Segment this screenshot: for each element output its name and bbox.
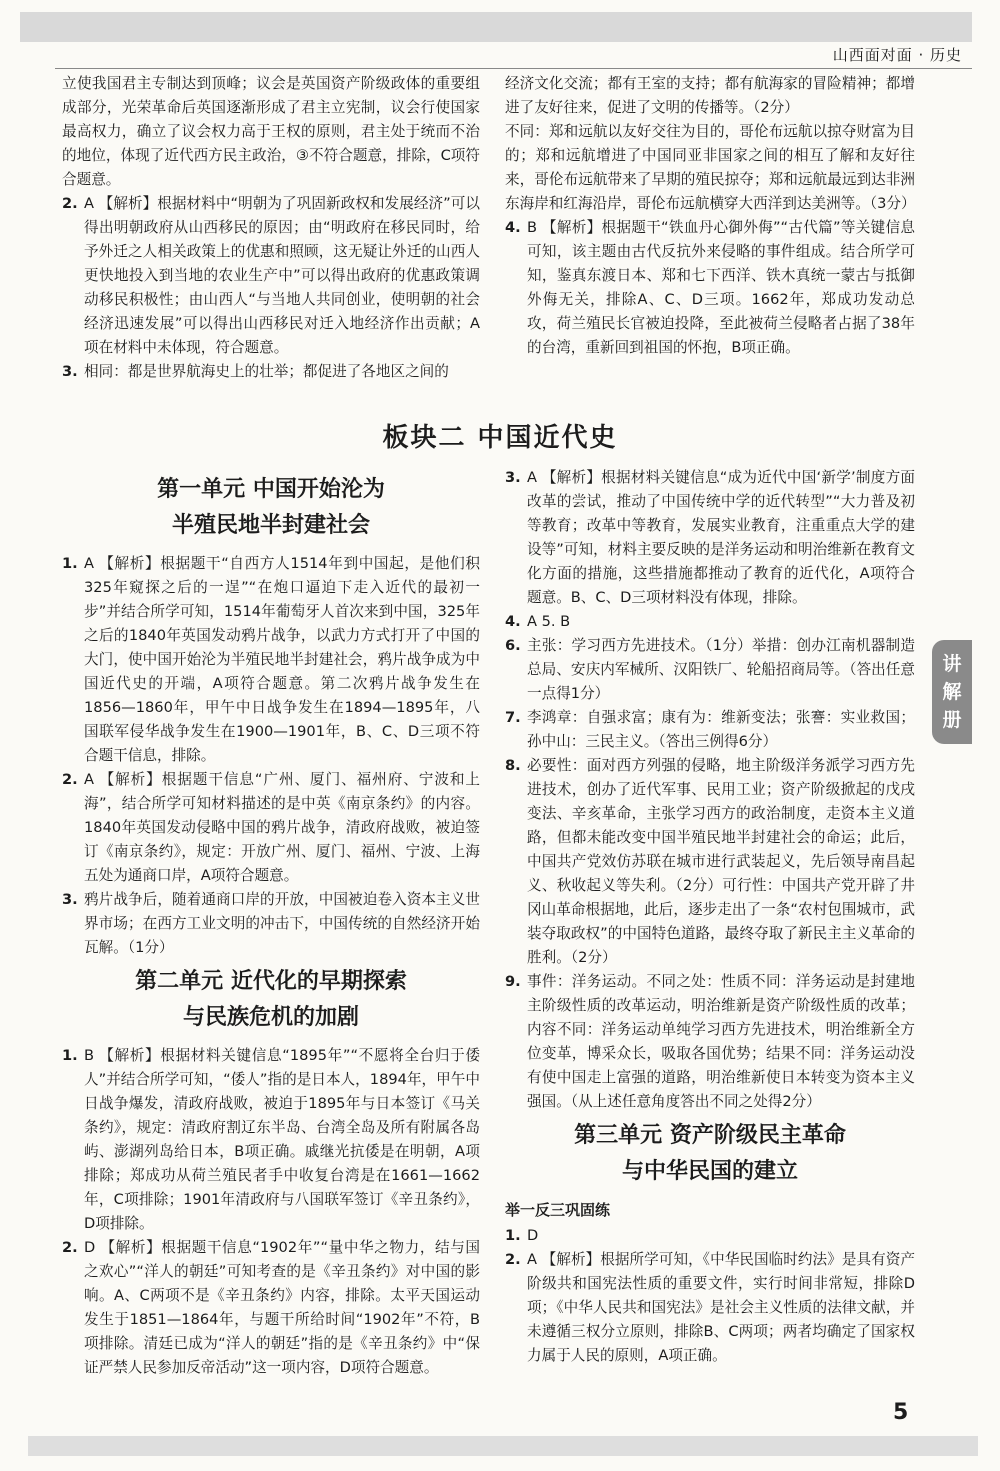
item-number: 3. xyxy=(505,469,521,486)
unit-heading-line: 第三单元 资产阶级民主革命 xyxy=(574,1123,846,1148)
side-tab-char: 讲 xyxy=(942,653,962,675)
item-text: 主张：学习西方先进技术。（1分）举措：创办江南机器制造总局、安庆内军械所、汉阳铁厂、轮船招商局等。（答出任意一点得1分） xyxy=(527,637,915,702)
item-number: 3. xyxy=(62,363,78,380)
item-number: 1. xyxy=(505,1227,521,1244)
list-item xyxy=(505,466,915,610)
item-number: 2. xyxy=(62,195,78,212)
item-number: 2. xyxy=(62,1239,78,1256)
page-number: 5 xyxy=(893,1400,909,1425)
item-text: 鸦片战争后，随着通商口岸的开放，中国被迫卷入资本主义世界市场；在西方工业文明的冲击下，中国传统的自然经济开始瓦解。（1分） xyxy=(84,891,480,956)
list-item xyxy=(505,610,915,634)
item-text: A 5. B xyxy=(527,613,571,630)
unit-heading-line: 第二单元 近代化的早期探索 xyxy=(135,969,407,994)
list-item xyxy=(505,706,915,754)
item-text: 相同：都是世界航海史上的壮举；都促进了各地区之间的 xyxy=(84,363,449,380)
practice-subheading: 举一反三巩固练 xyxy=(505,1201,611,1219)
top-right-intro2: 不同：郑和远航以友好交往为目的，哥伦布远航以掠夺财富为目的；郑和远航增进了中国同亚非国家之间的相互了解和友好往来，哥伦布远航带来了早期的殖民掠夺；郑和远航最远到达非洲东海岸和红海沿岸，哥伦布远航横穿大西洋到达美洲等。（3分） xyxy=(505,123,916,212)
item-number: 1. xyxy=(62,1047,78,1064)
unit-heading-line: 第一单元 中国开始沦为 xyxy=(157,477,385,502)
top-left-intro: 立使我国君主专制达到顶峰；议会是英国资产阶级政体的重要组成部分，光荣革命后英国逐渐形成了君主立宪制，议会行使国家最高权力，确立了议会权力高于王权的原则，君主处于统而不治的地位，体现了近代西方民主政治，③不符合题意，排除，C项符合题意。 xyxy=(62,75,480,188)
item-number: 4. xyxy=(505,613,521,630)
header-rule xyxy=(55,68,972,69)
item-text: A 【解析】根据题干信息“广州、厦门、福州府、宁波和上海”，结合所学可知材料描述的是中英《南京条约》的内容。1840年英国发动侵略中国的鸦片战争，清政府战败，被迫签订《南京条约》，规定：开放广州、厦门、福州、宁波、上海五处为通商口岸，A项符合题意。 xyxy=(84,771,480,884)
item-text: A 【解析】根据材料关键信息“成为近代中国‘新学’制度方面改革的尝试，推动了中国传统中学的近代转型”“大力普及初等教育；改革中等教育，发展实业教育，注重重点大学的建设等”可知，材料主要反映的是洋务运动和明治维新在教育文化方面的措施，这些措施都推动了教育的近代化，A项符合题意。B、C、D三项材料没有体现，排除。 xyxy=(527,469,915,606)
list-item xyxy=(505,216,915,360)
list-item xyxy=(505,754,915,970)
list-item xyxy=(62,768,480,888)
footer-bar xyxy=(28,1436,978,1456)
item-text: A 【解析】根据题干“自西方人1514年到中国起，是他们积325年窥探之后的一逞”“在炮口逼迫下走入近代的最初一步”并结合所学可知，1514年葡萄牙人首次来到中国，325年之后的1840年英国发动鸦片战争，以武力方式打开了中国的大门，使中国开始沦为半殖民地半封建社会，鸦片战争成为中国近代史的开端，A项符合题意。第二次鸦片战争发生在1856—1860年，甲午中日战争发生在1894—1895年，八国联军侵华战争发生在1900—1901年，B、C、D三项不符合题干信息，排除。 xyxy=(84,555,480,764)
item-number: 9. xyxy=(505,973,521,990)
item-number: 2. xyxy=(62,771,78,788)
list-item xyxy=(62,552,480,768)
top-left-block xyxy=(62,72,480,384)
unit-heading-1 xyxy=(62,472,480,544)
item-number: 4. xyxy=(505,219,521,236)
list-item xyxy=(505,634,915,706)
unit-heading-line: 半殖民地半封建社会 xyxy=(171,513,370,538)
item-number: 8. xyxy=(505,757,521,774)
unit-heading-line: 与民族危机的加剧 xyxy=(182,1005,359,1030)
item-text: B 【解析】根据题干“铁血丹心御外侮”“古代篇”等关键信息可知，该主题由古代反抗外来侵略的事件组成。结合所学可知，鉴真东渡日本、郑和七下西洋、铁木真统一蒙古与抵御外侮无关，排除A、C、D三项。1662年，郑成功发动总攻，荷兰殖民长官被迫投降，至此被荷兰侵略者占据了38年的台湾，重新回到祖国的怀抱，B项正确。 xyxy=(527,219,915,356)
side-tab-char: 解 xyxy=(942,681,962,703)
item-text: 必要性：面对西方列强的侵略，地主阶级洋务派学习西方先进技术，创办了近代军事、民用工业；资产阶级掀起的戊戌变法、辛亥革命，主张学习西方的政治制度，走资本主义道路，但都未能改变中国半殖民地半封建社会的命运；此后，中国共产党效仿苏联在城市进行武装起义，先后领导南昌起义、秋收起义等失利。（2分）可行性：中国共产党开辟了井冈山革命根据地，此后，逐步走出了一条“农村包围城市，武装夺取政权”的中国特色道路，最终夺取了新民主主义革命的胜利。（2分） xyxy=(527,757,915,966)
list-item xyxy=(62,360,480,384)
item-text: D xyxy=(527,1227,539,1244)
item-text: A 【解析】根据所学可知，《中华民国临时约法》是具有资产阶级共和国宪法性质的重要文件，实行时间非常短，排除D项；《中华人民共和国宪法》是社会主义性质的法律文献，并未遵循三权分立原则，排除B、C两项；两者均确定了国家权力属于人民的原则，A项正确。 xyxy=(527,1251,915,1364)
left-column xyxy=(62,468,480,1380)
item-text: D 【解析】根据题干信息“1902年”“量中华之物力，结与国之欢心”“洋人的朝廷”可知考查的是《辛丑条约》对中国的影响。A、C两项不是《辛丑条约》内容，排除。太平天国运动发生于1851—1864年，与题干所给时间“1902年”不符，B项排除。清廷已成为“洋人的朝廷”指的是《辛丑条约》中“保证严禁人民参加反帝活动”这一项内容，D项符合题意。 xyxy=(84,1239,480,1376)
side-tab xyxy=(932,640,972,744)
list-item xyxy=(62,888,480,960)
list-item xyxy=(505,1224,915,1248)
unit-heading-2 xyxy=(62,964,480,1036)
item-text: 李鸿章：自强求富；康有为：维新变法；张謇：实业救国；孙中山：三民主义。（答出三例得6分） xyxy=(527,709,915,750)
top-right-block xyxy=(505,72,915,360)
item-text: A 【解析】根据材料中“明朝为了巩固新政权和发展经济”可以得出明朝政府从山西移民的原因；由“明政府在移民同时，给予外迁之人相关政策上的优惠和照顾，这无疑让外迁的山西人更快地投入到当地的农业生产中”可以得出政府的优惠政策调动移民积极性；由山西人“与当地人共同创业，使明朝的社会经济迅速发展”可以得出山西移民对迁入地经济作出贡献；A项在材料中未体现，符合题意。 xyxy=(84,195,480,356)
header-bar xyxy=(20,12,972,42)
list-item xyxy=(62,192,480,360)
header-title: 山西面对面 · 历史 xyxy=(832,46,962,64)
side-tab-char: 册 xyxy=(942,709,962,731)
item-text: B 【解析】根据材料关键信息“1895年”“不愿将全台归于倭人”并结合所学可知，“倭人”指的是日本人，1894年，甲午中日战争爆发，清政府战败，被迫于1895年与日本签订《马关条约》，规定：清政府割辽东半岛、台湾全岛及所有附属各岛屿、澎湖列岛给日本，B项正确。戚继光抗倭是在明朝，A项排除；郑成功从荷兰殖民者手中收复台湾是在1661—1662年，C项排除；1901年清政府与八国联军签订《辛丑条约》，D项排除。 xyxy=(84,1047,480,1232)
unit-heading-line: 与中华民国的建立 xyxy=(621,1159,798,1184)
list-item xyxy=(505,1248,915,1368)
item-number: 7. xyxy=(505,709,521,726)
list-item xyxy=(62,1044,480,1236)
item-number: 3. xyxy=(62,891,78,908)
top-right-intro: 经济文化交流；都有王室的支持；都有航海家的冒险精神；都增进了友好往来，促进了文明的传播等。（2分） xyxy=(505,75,915,116)
section-title: 板块二 中国近代史 xyxy=(382,423,618,453)
list-item xyxy=(62,1236,480,1380)
item-number: 1. xyxy=(62,555,78,572)
list-item xyxy=(505,970,915,1114)
item-text: 事件：洋务运动。不同之处：性质不同：洋务运动是封建地主阶级性质的改革运动，明治维新是资产阶级性质的改革；内容不同：洋务运动单纯学习西方先进技术，明治维新全方位变革，博采众长，吸取各国优势；结果不同：洋务运动没有使中国走上富强的道路，明治维新使日本转变为资本主义强国。（从上述任意角度答出不同之处得2分） xyxy=(527,973,915,1110)
item-number: 2. xyxy=(505,1251,521,1268)
right-column xyxy=(505,466,915,1368)
unit-heading-3 xyxy=(505,1118,915,1190)
item-number: 6. xyxy=(505,637,521,654)
